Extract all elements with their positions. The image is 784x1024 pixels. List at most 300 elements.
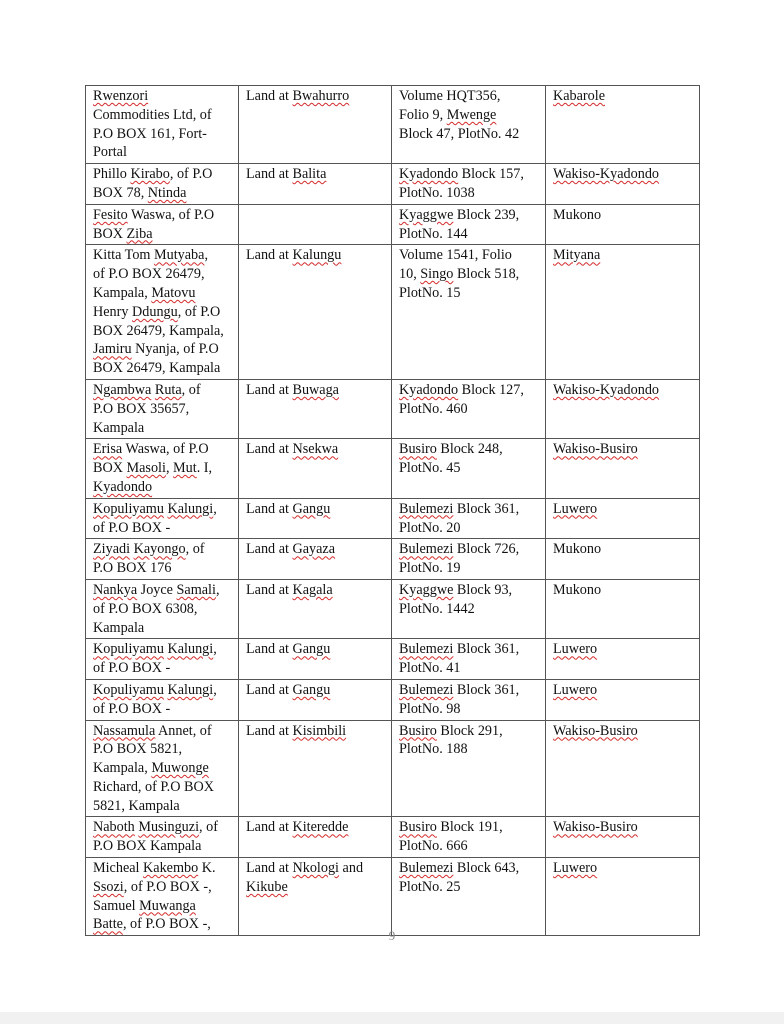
cell-text-line: [553, 540, 693, 559]
cell-text: Land at: [246, 166, 293, 183]
cell-text-line: [399, 700, 539, 719]
spellcheck-flagged-word: Wakiso-Busiro: [553, 819, 638, 836]
cell-text: Mukono: [553, 206, 602, 223]
cell-text-line: [93, 722, 232, 741]
spellcheck-flagged-word: Ngambwa: [93, 381, 152, 398]
spellcheck-flagged-word: Ziyadi: [93, 541, 131, 558]
cell-text-line: [93, 540, 232, 559]
spellcheck-flagged-word: Nkologi: [292, 860, 339, 877]
land-description-cell: [239, 817, 392, 858]
table-row: [86, 539, 700, 580]
cell-text-line: [93, 818, 232, 837]
spellcheck-flagged-word: Gayaza: [292, 541, 336, 558]
cell-text: PlotNo. 144: [399, 225, 468, 242]
cell-text-line: [553, 722, 693, 741]
table-row: [86, 86, 700, 164]
cell-text: Samuel: [93, 897, 140, 914]
cell-text: Land at: [246, 500, 293, 517]
land-description-cell: [239, 720, 392, 817]
cell-text-line: [553, 206, 693, 225]
cell-text: Commodities Ltd, of: [93, 106, 212, 123]
owner-cell: [86, 379, 239, 438]
cell-text: Kitta Tom: [93, 247, 155, 264]
cell-text-line: [93, 897, 232, 916]
cell-text: 10,: [399, 266, 421, 283]
title-reference-cell: [392, 539, 546, 580]
owner-cell: [86, 439, 239, 498]
spellcheck-flagged-word: Nassamula: [93, 722, 156, 739]
cell-text: Block 191,: [436, 819, 503, 836]
title-reference-cell: [392, 245, 546, 380]
spellcheck-flagged-word: Wakiso-Kyadondo: [553, 166, 660, 183]
district-cell: [546, 439, 700, 498]
spellcheck-flagged-word: Ssozi: [93, 878, 124, 895]
cell-text: ,: [213, 500, 217, 517]
table-row: [86, 579, 700, 638]
district-cell: [546, 579, 700, 638]
cell-text: Henry: [93, 303, 133, 320]
cell-text: Block 47, PlotNo. 42: [399, 125, 520, 142]
cell-text: Kampala,: [93, 284, 152, 301]
table-row: [86, 679, 700, 720]
land-description-cell: [239, 639, 392, 680]
cell-text-line: [399, 837, 539, 856]
spellcheck-flagged-word: Mut: [173, 460, 197, 477]
cell-text-line: [93, 478, 232, 497]
cell-text-line: [399, 581, 539, 600]
cell-text-line: [246, 878, 385, 897]
cell-text-line: [93, 600, 232, 619]
cell-text-line: [399, 740, 539, 759]
cell-text-line: [399, 206, 539, 225]
spellcheck-flagged-word: Kiteredde: [292, 819, 349, 836]
spellcheck-flagged-word: Muwonge: [151, 760, 209, 777]
cell-text-line: [399, 878, 539, 897]
cell-text: Block 93,: [453, 581, 513, 598]
spellcheck-flagged-word: Kyadondo: [93, 478, 153, 495]
district-cell: [546, 164, 700, 205]
cell-text-line: [246, 640, 385, 659]
spellcheck-flagged-word: Wakiso-Busiro: [553, 441, 638, 458]
table-row: [86, 720, 700, 817]
owner-cell: [86, 204, 239, 245]
cell-text-line: [399, 225, 539, 244]
cell-text: , of P.O: [169, 166, 213, 183]
cell-text-line: [553, 681, 693, 700]
cell-text-line: [399, 87, 539, 106]
cell-text-line: [93, 303, 232, 322]
spellcheck-flagged-word: Kopuliyamu: [93, 681, 164, 698]
cell-text: , of P.O BOX -,: [123, 878, 212, 895]
spellcheck-flagged-word: Luwero: [553, 681, 598, 698]
cell-text-line: [93, 659, 232, 678]
cell-text-line: [553, 500, 693, 519]
spellcheck-flagged-word: Kirabo: [130, 166, 170, 183]
spellcheck-flagged-word: Wakiso-Busiro: [553, 722, 638, 739]
cell-text-line: [246, 818, 385, 837]
owner-cell: [86, 679, 239, 720]
cell-text: Folio 9,: [399, 106, 447, 123]
cell-text-line: [399, 284, 539, 303]
table-row: [86, 858, 700, 936]
table-row: [86, 245, 700, 380]
cell-text: P.O BOX 176: [93, 560, 172, 577]
district-cell: [546, 817, 700, 858]
spellcheck-flagged-word: Buwaga: [292, 381, 339, 398]
table-row: [86, 164, 700, 205]
land-description-cell: [239, 86, 392, 164]
owner-cell: [86, 817, 239, 858]
spellcheck-flagged-word: Kyadondo: [399, 166, 459, 183]
cell-text: BOX: [93, 460, 127, 477]
spellcheck-flagged-word: Kagala: [292, 581, 333, 598]
table-row: [86, 204, 700, 245]
cell-text: , of: [181, 381, 201, 398]
cell-text-line: [553, 640, 693, 659]
cell-text-line: [93, 106, 232, 125]
cell-text: BOX 26479, Kampala: [93, 360, 221, 377]
cell-text: Block 127,: [458, 381, 524, 398]
cell-text-line: [93, 125, 232, 144]
district-cell: [546, 86, 700, 164]
cell-text-line: [399, 640, 539, 659]
cell-text: Land at: [246, 247, 293, 264]
page-number: 9: [388, 928, 396, 943]
district-cell: [546, 539, 700, 580]
cell-text-line: [93, 165, 232, 184]
cell-text: Waswa, of P.O: [127, 206, 215, 223]
cell-text-line: [553, 859, 693, 878]
cell-text: Land at: [246, 381, 293, 398]
cell-text: Land at: [246, 681, 293, 698]
cell-text-line: [93, 619, 232, 638]
cell-text-line: [399, 106, 539, 125]
cell-text: P.O BOX 5821,: [93, 741, 183, 758]
cell-text: Block 291,: [436, 722, 503, 739]
spellcheck-flagged-word: Kyaggwe: [399, 581, 454, 598]
table-row: [86, 639, 700, 680]
owner-cell: [86, 245, 239, 380]
cell-text: of P.O BOX -: [93, 519, 171, 536]
title-reference-cell: [392, 817, 546, 858]
spellcheck-flagged-word: Kalungi: [167, 500, 214, 517]
cell-text: , of: [185, 541, 205, 558]
title-reference-cell: [392, 679, 546, 720]
cell-text-line: [93, 440, 232, 459]
spellcheck-flagged-word: Gangu: [292, 500, 331, 517]
cell-text-line: [246, 581, 385, 600]
spellcheck-flagged-word: Fesito: [93, 206, 128, 223]
spellcheck-flagged-word: Kisimbili: [292, 722, 347, 739]
cell-text-line: [553, 581, 693, 600]
district-cell: [546, 204, 700, 245]
cell-text-line: [246, 722, 385, 741]
cell-text-line: [399, 681, 539, 700]
district-cell: [546, 245, 700, 380]
cell-text-line: [93, 740, 232, 759]
cell-text: PlotNo. 25: [399, 878, 461, 895]
cell-text-line: [93, 206, 232, 225]
cell-text: ,: [213, 681, 217, 698]
spellcheck-flagged-word: Bulemezi: [399, 681, 454, 698]
cell-text-line: [399, 459, 539, 478]
spellcheck-flagged-word: Bulemezi: [399, 541, 454, 558]
cell-text-line: [399, 722, 539, 741]
cell-text-line: [93, 340, 232, 359]
cell-text: Kampala: [93, 419, 145, 436]
cell-text: Kampala: [93, 619, 145, 636]
cell-text: Block 361,: [453, 681, 520, 698]
spellcheck-flagged-word: Busiro: [399, 819, 437, 836]
title-reference-cell: [392, 164, 546, 205]
cell-text-line: [246, 440, 385, 459]
cell-text-line: [246, 540, 385, 559]
cell-text: Mukono: [553, 581, 602, 598]
title-reference-cell: [392, 439, 546, 498]
cell-text: Volume HQT356,: [399, 88, 501, 104]
spellcheck-flagged-word: Erisa: [93, 441, 123, 458]
cell-text: Block 157,: [458, 166, 524, 183]
cell-text-line: [93, 400, 232, 419]
cell-text-line: [246, 87, 385, 106]
owner-cell: [86, 498, 239, 539]
cell-text-line: [399, 381, 539, 400]
spellcheck-flagged-word: Bulemezi: [399, 641, 454, 658]
title-reference-cell: [392, 379, 546, 438]
spellcheck-flagged-word: Ntinda: [147, 184, 187, 201]
cell-text-line: [93, 359, 232, 378]
cell-text-line: [93, 837, 232, 856]
cell-text: P.O BOX 161, Fort-: [93, 125, 207, 142]
spellcheck-flagged-word: Ruta: [154, 381, 182, 398]
spellcheck-flagged-word: Ziba: [126, 225, 153, 242]
cell-text: ,: [165, 460, 174, 477]
cell-text-line: [399, 265, 539, 284]
cell-text: Land at: [246, 88, 293, 104]
title-reference-cell: [392, 720, 546, 817]
cell-text: Land at: [246, 722, 293, 739]
cell-text-line: [246, 165, 385, 184]
land-description-cell: [239, 245, 392, 380]
cell-text-line: [93, 246, 232, 265]
spellcheck-flagged-word: Musinguzi: [138, 819, 200, 836]
cell-text: PlotNo. 1038: [399, 184, 475, 201]
cell-text-line: [93, 778, 232, 797]
cell-text-line: [93, 184, 232, 203]
cell-text: Volume 1541, Folio: [399, 247, 512, 264]
cell-text: and: [339, 860, 364, 877]
cell-text-line: [93, 225, 232, 244]
spellcheck-flagged-word: Kalungi: [167, 641, 214, 658]
table-row: [86, 379, 700, 438]
spellcheck-flagged-word: Kakembo: [143, 860, 199, 877]
cell-text-line: [399, 500, 539, 519]
cell-text: PlotNo. 20: [399, 519, 461, 536]
title-reference-cell: [392, 579, 546, 638]
cell-text: Block 518,: [453, 266, 520, 283]
table-row: [86, 439, 700, 498]
spellcheck-flagged-word: Kalungi: [167, 681, 214, 698]
cell-text-line: [93, 700, 232, 719]
cell-text-line: [93, 797, 232, 816]
cell-text-line: [93, 859, 232, 878]
spellcheck-flagged-word: Kopuliyamu: [93, 500, 164, 517]
spellcheck-flagged-word: Kikube: [246, 878, 288, 895]
cell-text-line: [246, 681, 385, 700]
cell-text-line: [553, 381, 693, 400]
spellcheck-flagged-word: Luwero: [553, 641, 598, 658]
cell-text: Block 361,: [453, 500, 520, 517]
cell-text-line: [93, 500, 232, 519]
land-records-table-body: [86, 86, 700, 936]
cell-text: P.O BOX 35657,: [93, 400, 190, 417]
land-description-cell: [239, 379, 392, 438]
land-description-cell: [239, 579, 392, 638]
spellcheck-flagged-word: Kyadondo: [399, 381, 459, 398]
district-cell: [546, 720, 700, 817]
owner-cell: [86, 858, 239, 936]
cell-text-line: [399, 540, 539, 559]
district-cell: [546, 379, 700, 438]
cell-text-line: [399, 818, 539, 837]
cell-text-line: [93, 322, 232, 341]
spellcheck-flagged-word: Busiro: [399, 441, 437, 458]
spellcheck-flagged-word: Nankya: [93, 581, 138, 598]
cell-text-line: [246, 500, 385, 519]
cell-text-line: [399, 165, 539, 184]
cell-text-line: [399, 600, 539, 619]
spellcheck-flagged-word: Matovu: [151, 284, 196, 301]
cell-text-line: [93, 581, 232, 600]
owner-cell: [86, 579, 239, 638]
cell-text: Land at: [246, 819, 293, 836]
spellcheck-flagged-word: Kyaggwe: [399, 206, 454, 223]
land-description-cell: [239, 858, 392, 936]
cell-text: Block 726,: [453, 541, 520, 558]
cell-text: , of: [199, 819, 218, 836]
cell-text-line: [93, 878, 232, 897]
cell-text-line: [246, 859, 385, 878]
spellcheck-flagged-word: Luwero: [553, 500, 598, 517]
cell-text-line: [93, 87, 232, 106]
cell-text-line: [399, 859, 539, 878]
cell-text: , of P.O: [177, 303, 221, 320]
spellcheck-flagged-word: Kopuliyamu: [93, 641, 164, 658]
district-cell: [546, 639, 700, 680]
land-description-cell: [239, 204, 392, 245]
cell-text: K.: [198, 860, 216, 877]
cell-text: of P.O BOX 6308,: [93, 600, 198, 617]
spellcheck-flagged-word: Kabarole: [553, 88, 605, 104]
cell-text: . I,: [196, 460, 213, 477]
cell-text: BOX 78,: [93, 184, 148, 201]
cell-text: Nyanja, of P.O: [131, 341, 219, 358]
cell-text-line: [399, 125, 539, 144]
spellcheck-flagged-word: Luwero: [553, 860, 598, 877]
spellcheck-flagged-word: Bwahurro: [292, 88, 350, 104]
spellcheck-flagged-word: Samali: [176, 581, 216, 598]
cell-text-line: [399, 440, 539, 459]
spellcheck-flagged-word: Busiro: [399, 722, 437, 739]
land-description-cell: [239, 439, 392, 498]
cell-text: Land at: [246, 860, 293, 877]
cell-text: Land at: [246, 541, 293, 558]
title-reference-cell: [392, 86, 546, 164]
cell-text: Kampala,: [93, 760, 152, 777]
spellcheck-flagged-word: Kalungu: [292, 247, 342, 264]
cell-text: Portal: [93, 144, 127, 161]
viewer-bottom-strip: [0, 1012, 784, 1024]
district-cell: [546, 498, 700, 539]
cell-text: Mukono: [553, 541, 602, 558]
spellcheck-flagged-word: Wakiso-Kyadondo: [553, 381, 660, 398]
spellcheck-flagged-word: Mutyaba: [154, 247, 205, 264]
title-reference-cell: [392, 639, 546, 680]
cell-text-line: [399, 659, 539, 678]
cell-text: P.O BOX Kampala: [93, 838, 202, 855]
table-row: [86, 817, 700, 858]
spellcheck-flagged-word: Naboth: [93, 819, 135, 836]
spellcheck-flagged-word: Muwanga: [139, 897, 196, 914]
cell-text: Joyce: [137, 581, 177, 598]
cell-text-line: [93, 381, 232, 400]
spellcheck-flagged-word: Batte: [93, 916, 123, 933]
owner-cell: [86, 164, 239, 205]
table-row: [86, 498, 700, 539]
cell-text: PlotNo. 460: [399, 400, 468, 417]
district-cell: [546, 679, 700, 720]
cell-text: Block 643,: [453, 860, 520, 877]
cell-text-line: [246, 246, 385, 265]
title-reference-cell: [392, 498, 546, 539]
land-description-cell: [239, 539, 392, 580]
spellcheck-flagged-word: Bulemezi: [399, 500, 454, 517]
owner-cell: [86, 720, 239, 817]
title-reference-cell: [392, 858, 546, 936]
land-records-table: [85, 85, 700, 936]
spellcheck-flagged-word: Balita: [292, 166, 327, 183]
cell-text-line: [399, 519, 539, 538]
land-description-cell: [239, 498, 392, 539]
owner-cell: [86, 86, 239, 164]
cell-text: PlotNo. 45: [399, 460, 461, 477]
cell-text-line: [93, 519, 232, 538]
cell-text-line: [399, 400, 539, 419]
spellcheck-flagged-word: Jamiru: [93, 341, 132, 358]
cell-text-line: [553, 440, 693, 459]
district-cell: [546, 858, 700, 936]
spellcheck-flagged-word: Masoli: [126, 460, 166, 477]
cell-text-line: [553, 165, 693, 184]
cell-text-line: [399, 559, 539, 578]
cell-text: Richard, of P.O BOX: [93, 778, 214, 795]
cell-text: Micheal: [93, 860, 144, 877]
spellcheck-flagged-word: Mityana: [553, 247, 601, 264]
cell-text: PlotNo. 98: [399, 700, 461, 717]
cell-text: of P.O BOX 26479,: [93, 266, 205, 283]
cell-text: ,: [213, 641, 217, 658]
cell-text-line: [93, 681, 232, 700]
cell-text: Block 239,: [453, 206, 520, 223]
cell-text-line: [93, 759, 232, 778]
cell-text-line: [93, 143, 232, 162]
spellcheck-flagged-word: Kayongo: [133, 541, 186, 558]
cell-text: Land at: [246, 641, 293, 658]
cell-text: Block 361,: [453, 641, 520, 658]
spellcheck-flagged-word: Gangu: [292, 641, 331, 658]
cell-text-line: [93, 559, 232, 578]
cell-text: ,: [204, 247, 208, 264]
